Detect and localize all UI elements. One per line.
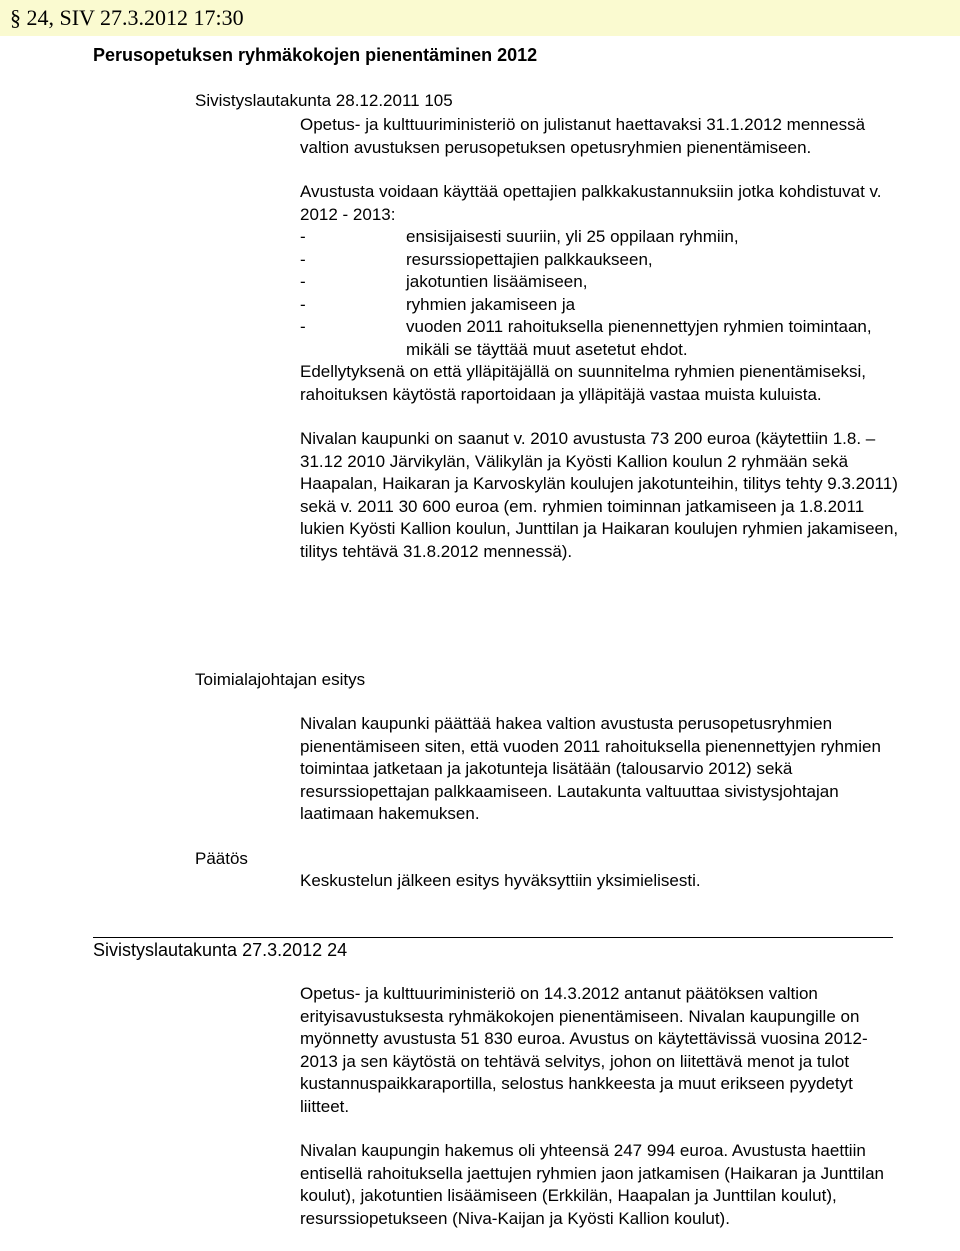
- proposal-text: Nivalan kaupunki päättää hakea valtion avustusta perusopetusryhmien pienentämiseen siten, että vuoden 2011 rahoituksella pienennettyjen ryhmien toimintaa jatketaan ja jakotunteja lisätään (talousarvio 2012) sekä resurssiopettajan palkkaamiseen. Lautakunta valtuuttaa sivistysjohtajan laatimaan hakemuksen.: [300, 714, 881, 823]
- proposal-label: Toimialajohtajan esitys: [195, 670, 366, 689]
- section-2-paragraph-2: Nivalan kaupungin hakemus oli yhteensä 247 994 euroa. Avustusta haettiin entisellä rahoituksella jaettujen ryhmien jaon jatkamisen (Haikaran ja Junttilan koulut), jakotuntien lisäämiseen (Erkkilän, Haapalan ja Junttilan koulut), resurssiopetukseen (Niva-Kaijan ja Kyösti Kallion koulut).: [300, 1141, 884, 1228]
- decision-text: Keskustelun jälkeen esitys hyväksyttiin yksimielisesti.: [300, 871, 701, 890]
- list-item: - jakotuntien lisäämiseen,: [300, 271, 900, 294]
- section-2-paragraph-1: Opetus- ja kulttuuriministeriö on 14.3.2012 antanut päätöksen valtion erityisavustuksesta ryhmäkokojen pienentämiseen. Nivalan kaupungille on myönnetty avustusta 51 830 euroa. Avustus on käytettävissä vuosina 2012-2013 ja sen käytöstä on tehtävä selvitys, johon on liitettävä menot ja tulot kustannuspaikkaraportilla, selostus hankkeesta ja muut erikseen pyydetyt liitteet.: [300, 984, 868, 1116]
- meeting-reference-1: Sivistyslautakunta 28.12.2011 105: [195, 91, 453, 110]
- section-1-paragraph-2: Avustusta voidaan käyttää opettajien palkkakustannuksiin jotka kohdistuvat v. 2012 - 2013:: [300, 182, 882, 224]
- header-text: § 24, SIV 27.3.2012 17:30: [10, 5, 244, 30]
- section-1-paragraph-4: Nivalan kaupunki on saanut v. 2010 avustusta 73 200 euroa (käytettiin 1.8. – 31.12 2010 Järvikylän, Välikylän ja Kyösti Kallion koulun 2 ryhmään sekä Haapalan, Haikaran ja Karvoskylän koulujen jakotunteihin, tilitys tehty 9.3.2011) sekä v. 2011 30 600 euroa (em. ryhmien toiminnan jatkamiseen ja 1.8.2011 lukien Kyösti Kallion koulun, Junttilan ja Haikaran koulujen ryhmien jakamiseen, tilitys tehtävä 31.8.2012 mennessä).: [300, 429, 899, 561]
- list-item: - resurssiopettajien palkkaukseen,: [300, 249, 900, 272]
- section-2-body: [300, 983, 900, 1230]
- section-1-paragraph-3: Edellytyksenä on että ylläpitäjällä on suunnitelma ryhmien pienentämiseksi, rahoituksen käytöstä raportoidaan ja ylläpitäjä vastaa muista kuluista.: [300, 362, 867, 404]
- document-title: Perusopetuksen ryhmäkokojen pienentäminen 2012: [93, 45, 538, 65]
- document-header: [0, 0, 960, 36]
- list-item: - vuoden 2011 rahoituksella pienennettyjen ryhmien toimintaan, mikäli se täyttää muut asetetut ehdot.: [300, 316, 900, 361]
- section-1-body: [300, 114, 900, 563]
- decision-label: Päätös: [195, 849, 248, 868]
- meeting-reference-2: Sivistyslautakunta 27.3.2012 24: [93, 940, 348, 960]
- list-item: - ryhmien jakamiseen ja: [300, 294, 900, 317]
- section-1-paragraph-1: Opetus- ja kulttuuriministeriö on julistanut haettavaksi 31.1.2012 mennessä valtion avustuksen perusopetuksen opetusryhmien pienentämiseen.: [300, 115, 866, 157]
- list-item: - ensisijaisesti suuriin, yli 25 oppilaan ryhmiin,: [300, 226, 900, 249]
- criteria-list: [300, 226, 900, 361]
